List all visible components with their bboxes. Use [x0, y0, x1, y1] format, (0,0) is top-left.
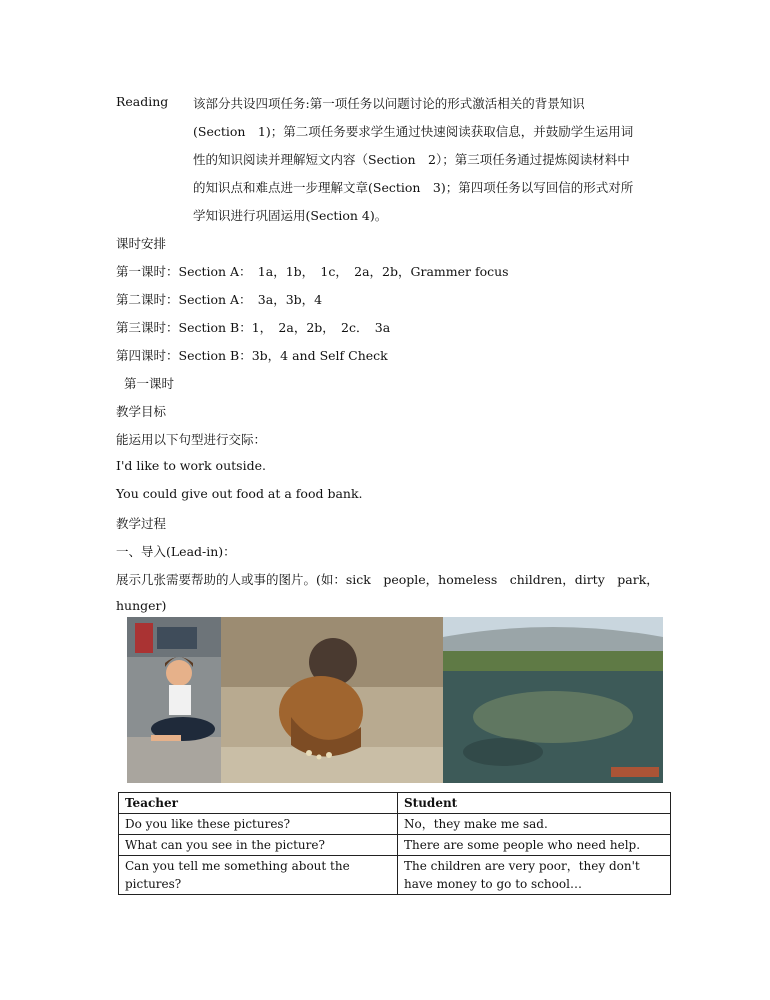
process-desc-line-1: 展示几张需要帮助的人或事的图片。(如：sick people，homeless children，dirty park，: [116, 572, 659, 587]
photo-sitting-child: [127, 617, 221, 783]
goal-sentence-2: You could give out food at a food bank.: [116, 486, 363, 501]
goals-intro: 能运用以下句型进行交际：: [116, 432, 267, 447]
student-cell: The children are very poor，they don't have money to go to school…: [398, 856, 671, 895]
reading-line-4: 的知识点和难点进一步理解文章(Section 3)；第四项任务以写回信的形式对所: [193, 180, 634, 195]
teacher-header: Teacher: [119, 793, 398, 814]
schedule-item-1: 第一课时：Section A： 1a，1b， 1c， 2a，2b，Grammer focus: [116, 264, 509, 279]
teacher-cell: Can you tell me something about the pictures?: [119, 856, 398, 895]
teacher-cell: What can you see in the picture?: [119, 835, 398, 856]
reading-line-3: 性的知识阅读并理解短文内容（Section 2）；第三项任务通过提炼阅读材料中: [193, 152, 630, 167]
goals-heading: 教学目标: [116, 404, 167, 419]
schedule-item-4: 第四课时：Section B：3b，4 and Self Check: [116, 348, 388, 363]
table-row: [119, 814, 671, 835]
process-step-1: 一、导入(Lead-in)：: [116, 544, 236, 559]
process-desc-line-2: hunger): [116, 598, 167, 613]
student-header: Student: [398, 793, 671, 814]
reading-line-1: 该部分共设四项任务:第一项任务以问题讨论的形式激活相关的背景知识: [193, 96, 585, 111]
photo-dirty-park: [443, 617, 663, 783]
reading-line-5: 学知识进行巩固运用(Section 4)。: [193, 208, 388, 223]
goal-sentence-1: I'd like to work outside.: [116, 458, 266, 473]
process-heading: 教学过程: [116, 516, 167, 531]
lesson-title: 第一课时: [124, 376, 175, 391]
picture-strip: [127, 617, 663, 783]
reading-line-2: (Section 1)；第二项任务要求学生通过快速阅读获取信息，并鼓励学生运用词: [193, 124, 634, 139]
student-cell: No，they make me sad.: [398, 814, 671, 835]
dialogue-table: [118, 792, 671, 895]
table-row: [119, 856, 671, 895]
schedule-item-2: 第二课时：Section A： 3a，3b，4: [116, 292, 323, 307]
photo-hungry-child: [221, 617, 443, 783]
reading-label: Reading: [116, 94, 169, 109]
table-row: [119, 835, 671, 856]
student-cell: There are some people who need help.: [398, 835, 671, 856]
table-header-row: [119, 793, 671, 814]
schedule-item-3: 第三课时：Section B：1， 2a，2b， 2c． 3a: [116, 320, 391, 335]
schedule-heading: 课时安排: [116, 236, 167, 251]
teacher-cell: Do you like these pictures?: [119, 814, 398, 835]
